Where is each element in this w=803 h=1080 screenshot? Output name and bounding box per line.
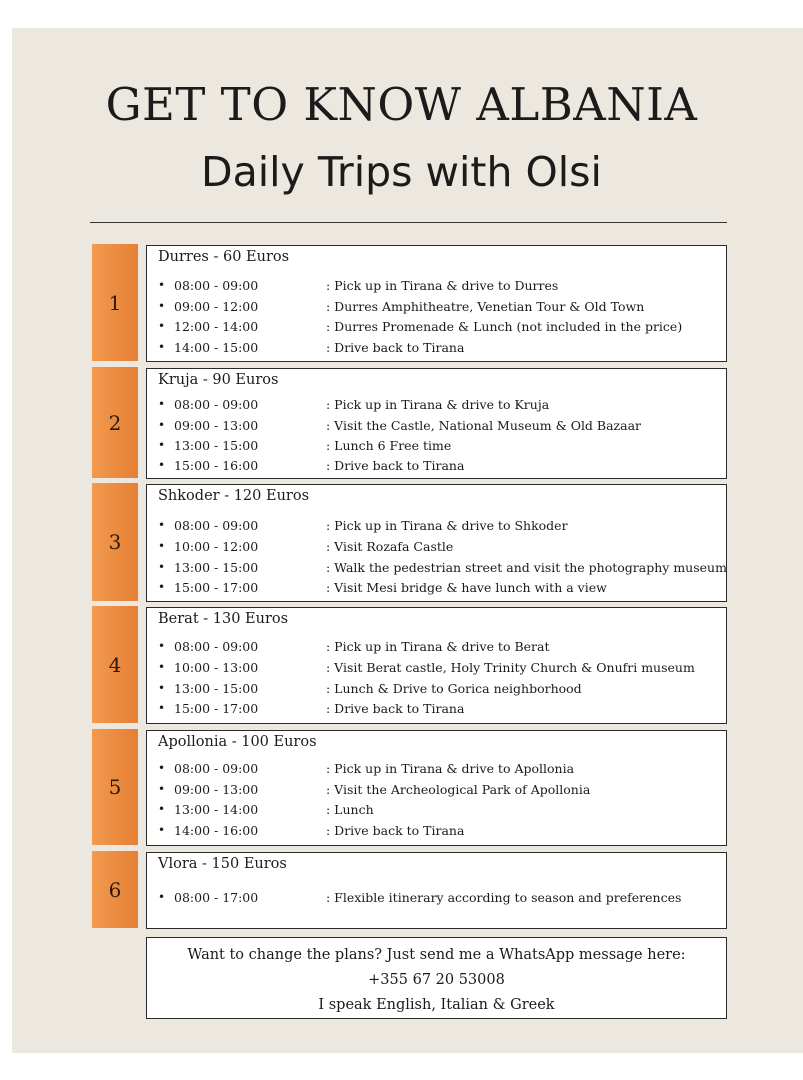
itinerary-row [147, 457, 726, 477]
time-range: 09:00 - 13:00 [174, 782, 259, 797]
bullet-icon: • [158, 539, 166, 553]
trip-card-durres [146, 245, 727, 362]
page-subtitle: Daily Trips with Olsi [201, 148, 602, 196]
trip-number-badge: 6 [92, 851, 138, 928]
trip-number-badge: 1 [92, 244, 138, 361]
trip-number-badge: 4 [92, 606, 138, 723]
bullet-icon: • [158, 397, 166, 411]
languages-note: I speak English, Italian & Greek [318, 997, 555, 1013]
itinerary-row [147, 277, 726, 297]
time-range: 08:00 - 09:00 [174, 639, 259, 654]
itinerary-row [147, 318, 726, 338]
activity-description: : Pick up in Tirana & drive to Apollonia [326, 761, 575, 776]
contact-message: Want to change the plans? Just send me a WhatsApp message here: [187, 947, 686, 963]
activity-description: : Visit Rozafa Castle [326, 539, 454, 554]
bullet-icon: • [158, 299, 166, 313]
itinerary-row [147, 889, 726, 909]
time-range: 15:00 - 16:00 [174, 458, 259, 473]
time-range: 10:00 - 12:00 [174, 539, 259, 554]
time-range: 13:00 - 15:00 [174, 560, 259, 575]
trip-card-berat [146, 607, 727, 724]
time-range: 15:00 - 17:00 [174, 701, 259, 716]
time-range: 08:00 - 17:00 [174, 890, 259, 905]
activity-description: : Lunch & Drive to Gorica neighborhood [326, 681, 582, 696]
itinerary-row [147, 700, 726, 720]
activity-description: : Drive back to Tirana [326, 458, 465, 473]
itinerary-row [147, 437, 726, 457]
bullet-icon: • [158, 761, 166, 775]
bullet-icon: • [158, 560, 166, 574]
title-divider [90, 222, 727, 223]
bullet-icon: • [158, 340, 166, 354]
time-range: 15:00 - 17:00 [174, 580, 259, 595]
time-range: 08:00 - 09:00 [174, 397, 259, 412]
time-range: 08:00 - 09:00 [174, 518, 259, 533]
time-range: 08:00 - 09:00 [174, 278, 259, 293]
itinerary-row [147, 538, 726, 558]
page-title: GET TO KNOW ALBANIA [105, 78, 698, 131]
itinerary-row [147, 559, 726, 579]
activity-description: : Visit Berat castle, Holy Trinity Church & Onufri museum [326, 660, 695, 675]
trip-card-vlora [146, 852, 727, 929]
activity-description: : Drive back to Tirana [326, 823, 465, 838]
time-range: 13:00 - 15:00 [174, 681, 259, 696]
trip-title: Durres - 60 Euros [158, 249, 290, 265]
activity-description: : Pick up in Tirana & drive to Kruja [326, 397, 550, 412]
activity-description: : Visit the Castle, National Museum & Old Bazaar [326, 418, 642, 433]
activity-description: : Durres Promenade & Lunch (not included in the price) [326, 319, 683, 334]
activity-description: : Visit Mesi bridge & have lunch with a view [326, 580, 607, 595]
itinerary-row [147, 638, 726, 658]
activity-description: : Pick up in Tirana & drive to Shkoder [326, 518, 568, 533]
time-range: 10:00 - 13:00 [174, 660, 259, 675]
time-range: 12:00 - 14:00 [174, 319, 259, 334]
trip-title: Vlora - 150 Euros [158, 856, 287, 872]
trip-number-badge: 5 [92, 729, 138, 845]
activity-description: : Pick up in Tirana & drive to Berat [326, 639, 550, 654]
time-range: 14:00 - 16:00 [174, 823, 259, 838]
itinerary-row [147, 781, 726, 801]
bullet-icon: • [158, 782, 166, 796]
time-range: 08:00 - 09:00 [174, 761, 259, 776]
activity-description: : Drive back to Tirana [326, 340, 465, 355]
bullet-icon: • [158, 660, 166, 674]
time-range: 09:00 - 12:00 [174, 299, 259, 314]
bullet-icon: • [158, 681, 166, 695]
itinerary-row [147, 417, 726, 437]
activity-description: : Lunch [326, 802, 374, 817]
bullet-icon: • [158, 890, 166, 904]
trip-number-badge: 2 [92, 367, 138, 478]
activity-description: : Visit the Archeological Park of Apollonia [326, 782, 591, 797]
time-range: 13:00 - 15:00 [174, 438, 259, 453]
bullet-icon: • [158, 458, 166, 472]
whatsapp-phone-number: +355 67 20 53008 [368, 972, 505, 988]
activity-description: : Lunch 6 Free time [326, 438, 452, 453]
bullet-icon: • [158, 319, 166, 333]
trip-card-shkoder [146, 484, 727, 602]
itinerary-row [147, 760, 726, 780]
activity-description: : Pick up in Tirana & drive to Durres [326, 278, 559, 293]
itinerary-row [147, 659, 726, 679]
activity-description: : Drive back to Tirana [326, 701, 465, 716]
trip-title: Kruja - 90 Euros [158, 372, 279, 388]
itinerary-row [147, 339, 726, 359]
itinerary-row [147, 298, 726, 318]
itinerary-row [147, 396, 726, 416]
trip-card-apollonia [146, 730, 727, 846]
trip-title: Berat - 130 Euros [158, 611, 289, 627]
bullet-icon: • [158, 418, 166, 432]
trip-title: Apollonia - 100 Euros [158, 734, 317, 750]
bullet-icon: • [158, 823, 166, 837]
bullet-icon: • [158, 580, 166, 594]
itinerary-row [147, 517, 726, 537]
bullet-icon: • [158, 802, 166, 816]
time-range: 13:00 - 14:00 [174, 802, 259, 817]
itinerary-row [147, 822, 726, 842]
contact-box [146, 937, 727, 1019]
activity-description: : Walk the pedestrian street and visit the photography museum [326, 560, 727, 575]
bullet-icon: • [158, 639, 166, 653]
trip-card-kruja [146, 368, 727, 479]
itinerary-row [147, 801, 726, 821]
itinerary-row [147, 680, 726, 700]
bullet-icon: • [158, 278, 166, 292]
bullet-icon: • [158, 518, 166, 532]
trip-title: Shkoder - 120 Euros [158, 488, 310, 504]
activity-description: : Durres Amphitheatre, Venetian Tour & Old Town [326, 299, 645, 314]
bullet-icon: • [158, 438, 166, 452]
time-range: 09:00 - 13:00 [174, 418, 259, 433]
bullet-icon: • [158, 701, 166, 715]
time-range: 14:00 - 15:00 [174, 340, 259, 355]
trip-number-badge: 3 [92, 483, 138, 601]
activity-description: : Flexible itinerary according to season and preferences [326, 890, 682, 905]
itinerary-row [147, 579, 726, 599]
